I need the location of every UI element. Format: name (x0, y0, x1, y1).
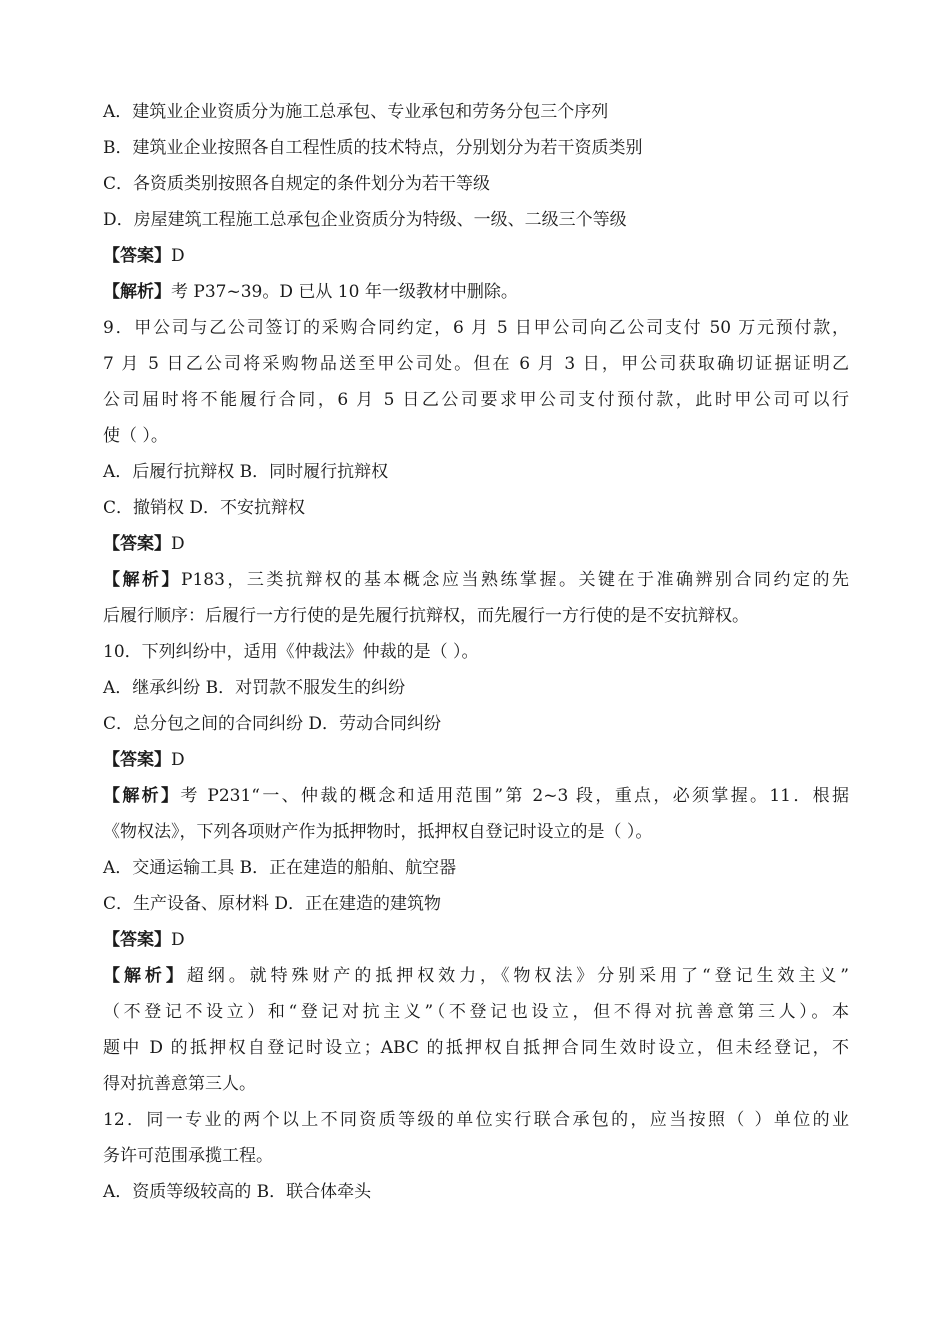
analysis-label: 【解析】 (103, 282, 171, 302)
question-line: 使（ ）。 (103, 426, 168, 446)
question-line: 9．甲公司与乙公司签订的采购合同约定，6 月 5 日甲公司向乙公司支付 50 万元预付款， (103, 318, 849, 338)
analysis-label: 【解析】 (103, 966, 187, 986)
option-line: A．继承纠纷 B．对罚款不服发生的纠纷 (103, 678, 406, 698)
question-line: 7 月 5 日乙公司将采购物品送至甲公司处。但在 6 月 3 日，甲公司获取确切证据证明乙 (103, 354, 849, 374)
question-line: 10．下列纠纷中，适用《仲裁法》仲裁的是（ ）。 (103, 642, 479, 662)
text-line: C．各资质类别按照各自规定的条件划分为若干等级 (103, 174, 491, 194)
answer-label: 【答案】 (103, 930, 171, 950)
option-line: C．撤销权 D．不安抗辩权 (103, 498, 306, 518)
analysis-line: 【解析】P183，三类抗辩权的基本概念应当熟练掌握。关键在于准确辨别合同约定的先 (103, 570, 849, 590)
analysis-line: 后履行顺序：后履行一方行使的是先履行抗辩权，而先履行一方行使的是不安抗辩权。 (103, 606, 749, 626)
option-line: C．生产设备、原材料 D．正在建造的建筑物 (103, 894, 442, 914)
analysis-line: 【解析】考 P231“一、仲裁的概念和适用范围”第 2~3 段，重点，必须掌握。11．根据 (103, 786, 849, 806)
answer-line: 【答案】D (103, 534, 185, 554)
document-page (103, 94, 849, 1210)
analysis-line: 【解析】考 P37~39。D 已从 10 年一级教材中删除。 (103, 282, 518, 302)
analysis-line: 【解析】超纲。就特殊财产的抵押权效力，《物权法》分别采用了“登记生效主义” (103, 966, 849, 986)
option-line: C．总分包之间的合同纠纷 D．劳动合同纠纷 (103, 714, 442, 734)
option-line: A．后履行抗辩权 B．同时履行抗辩权 (103, 462, 389, 482)
analysis-line: 得对抗善意第三人。 (103, 1074, 256, 1094)
answer-label: 【答案】 (103, 750, 171, 770)
question-line: 公司届时将不能履行合同，6 月 5 日乙公司要求甲公司支付预付款，此时甲公司可以行 (103, 390, 849, 410)
answer-label: 【答案】 (103, 534, 171, 554)
analysis-label: 【解析】 (103, 570, 182, 590)
option-line: A．交通运输工具 B．正在建造的船舶、航空器 (103, 858, 457, 878)
answer-line: 【答案】D (103, 750, 185, 770)
question-line: 务许可范围承揽工程。 (103, 1146, 273, 1166)
question-line: 《物权法》，下列各项财产作为抵押物时，抵押权自登记时设立的是（ ）。 (103, 822, 653, 842)
question-line: 12．同一专业的两个以上不同资质等级的单位实行联合承包的，应当按照（ ）单位的业 (103, 1110, 849, 1130)
answer-line: 【答案】D (103, 246, 185, 266)
answer-label: 【答案】 (103, 246, 171, 266)
text-line: A．建筑业企业资质分为施工总承包、专业承包和劳务分包三个序列 (103, 102, 609, 122)
analysis-line: 题中 D 的抵押权自登记时设立；ABC 的抵押权自抵押合同生效时设立，但未经登记，不 (103, 1038, 849, 1058)
text-line: B．建筑业企业按照各自工程性质的技术特点，分别划分为若干资质类别 (103, 138, 643, 158)
answer-line: 【答案】D (103, 930, 185, 950)
option-line: A．资质等级较高的 B．联合体牵头 (103, 1182, 372, 1202)
analysis-label: 【解析】 (103, 786, 181, 806)
text-line: D．房屋建筑工程施工总承包企业资质分为特级、一级、二级三个等级 (103, 210, 627, 230)
analysis-line: （不登记不设立）和“登记对抗主义”（不登记也设立，但不得对抗善意第三人）。本 (103, 1002, 849, 1022)
